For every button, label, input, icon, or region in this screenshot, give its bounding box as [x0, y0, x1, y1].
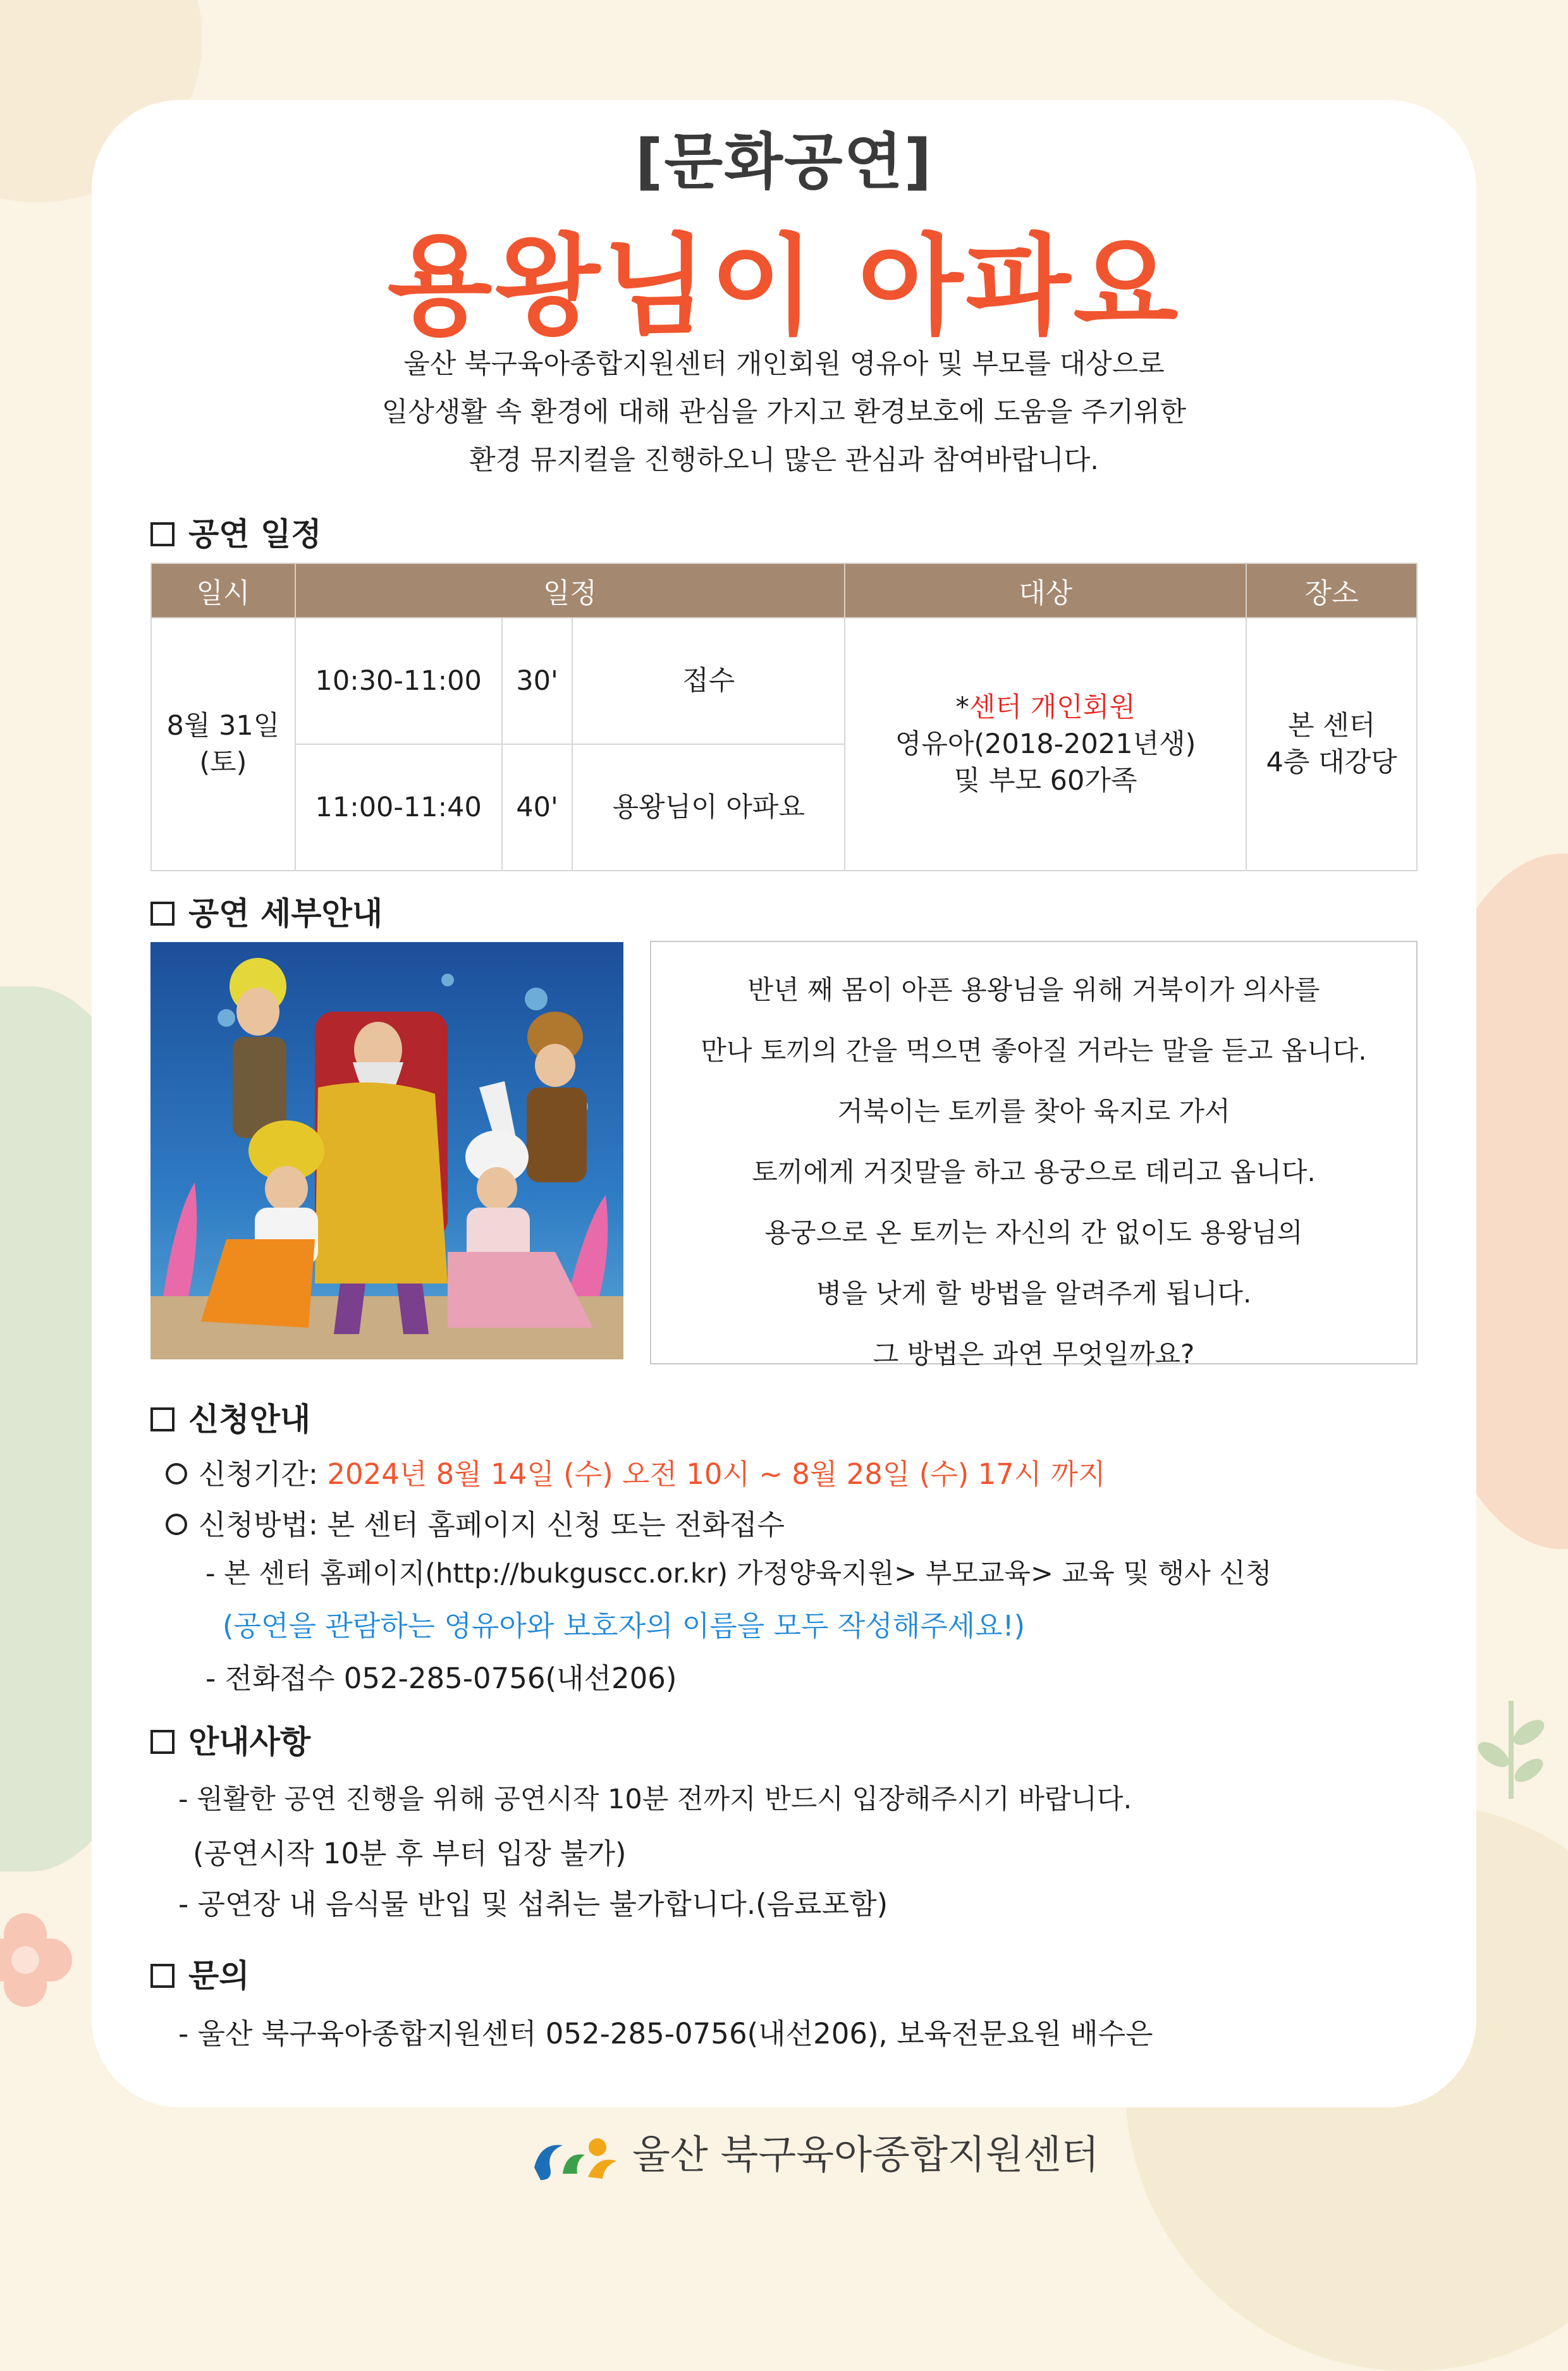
- story-line: 거북이는 토끼를 찾아 육지로 가서: [837, 1096, 1230, 1127]
- story-line: 그 방법은 과연 무엇일까요?: [873, 1339, 1195, 1369]
- table-header-row: [151, 563, 1417, 618]
- checkbox-square-icon: [150, 522, 175, 546]
- checkbox-square-icon: [150, 1407, 175, 1431]
- cell-duration: 40': [502, 744, 573, 871]
- story-line: 만나 토끼의 간을 먹으면 좋아질 거라는 말을 듣고 옵니다.: [701, 1035, 1367, 1066]
- notice-line: - 원활한 공연 진행을 위해 공연시작 10분 전까지 반드시 입장해주시기 바랍니다.: [178, 1784, 1132, 1815]
- section-heading-notice: 안내사항: [150, 1717, 310, 1762]
- column-header-target: 대상: [845, 563, 1246, 618]
- story-line: 토끼에게 거짓말을 하고 용궁으로 데리고 옵니다.: [752, 1156, 1316, 1187]
- cell-place: 본 센터 4층 대강당: [1246, 618, 1417, 871]
- checkbox-square-icon: [150, 1964, 175, 1988]
- section-heading-contact: 문의: [150, 1951, 250, 1996]
- intro-text: [0, 340, 1568, 484]
- bullet-circle-icon: [166, 1514, 187, 1535]
- event-title: 용왕님이 아파요: [387, 223, 1181, 350]
- bullet-circle-icon: [166, 1463, 187, 1485]
- apply-method: 신청방법: 본 센터 홈페이지 신청 또는 전화접수: [166, 1502, 785, 1543]
- section-heading-apply: 신청안내: [150, 1394, 310, 1440]
- story-line: 용궁으로 온 토끼는 자신의 간 없이도 용왕님의: [764, 1217, 1303, 1248]
- schedule-table: [150, 563, 1418, 871]
- cell-target: *센터 개인회원 영유아(2018-2021년생) 및 부모 60가족: [845, 618, 1246, 871]
- cell-content: 용왕님이 아파요: [572, 744, 844, 871]
- notice-line: - 공연장 내 음식물 반입 및 섭취는 불가합니다.(음료포함): [178, 1887, 888, 1921]
- section-heading-details: 공연 세부안내: [150, 888, 383, 934]
- performance-photo: [150, 942, 623, 1359]
- table-row: [151, 618, 1417, 744]
- checkbox-square-icon: [150, 1730, 175, 1754]
- apply-phone: - 전화접수 052-285-0756(내선206): [205, 1662, 677, 1695]
- section-heading-schedule: 공연 일정: [150, 509, 322, 554]
- org-logo-icon: [528, 2129, 623, 2186]
- notice-line: (공연시작 10분 후 부터 입장 불가): [193, 1837, 627, 1870]
- decor-flower-icon: [0, 1909, 76, 2011]
- apply-period-value: 2024년 8월 14일 (수) 오전 10시 ~ 8월 28일 (수) 17시 까지: [327, 1457, 1106, 1491]
- event-category: [문화공연]: [635, 126, 933, 197]
- checkbox-square-icon: [150, 902, 175, 926]
- cell-time: 10:30-11:00: [295, 618, 502, 744]
- intro-line: 울산 북구육아종합지원센터 개인회원 영유아 및 부모를 대상으로: [403, 348, 1165, 380]
- org-name: 울산 북구육아종합지원센터: [632, 2131, 1099, 2178]
- apply-homepage: - 본 센터 홈페이지(http://bukguscc.or.kr) 가정양육지원> 부모교육> 교육 및 행사 신청: [205, 1558, 1272, 1590]
- story-line: 병을 낫게 할 방법을 알려주게 됩니다.: [816, 1278, 1252, 1309]
- story-line: 반년 째 몸이 아픈 용왕님을 위해 거북이가 의사를: [747, 974, 1320, 1005]
- cell-time: 11:00-11:40: [295, 744, 502, 871]
- cell-content: 접수: [572, 618, 844, 744]
- contact-line: - 울산 북구육아종합지원센터 052-285-0756(내선206), 보육전문요원 배수은: [178, 2017, 1153, 2050]
- cell-duration: 30': [502, 618, 573, 744]
- decor-leaf-icon: [1473, 1694, 1549, 1802]
- column-header-schedule: 일정: [295, 563, 845, 618]
- cell-date: 8월 31일 (토): [151, 618, 295, 871]
- apply-period: 신청기간: 2024년 8월 14일 (수) 오전 10시 ~ 8월 28일 (수) 17시 까지: [166, 1451, 1106, 1492]
- column-header-date: 일시: [151, 563, 295, 618]
- story-box: [650, 941, 1418, 1369]
- intro-line: 일상생활 속 환경에 대해 관심을 가지고 환경보호에 도움을 주기위한: [381, 396, 1187, 428]
- apply-homepage-note: (공연을 관람하는 영유아와 보호자의 이름을 모두 작성해주세요!): [223, 1609, 1026, 1643]
- column-header-place: 장소: [1246, 563, 1417, 618]
- intro-line: 환경 뮤지컬을 진행하오니 많은 관심과 참여바랍니다.: [469, 444, 1099, 476]
